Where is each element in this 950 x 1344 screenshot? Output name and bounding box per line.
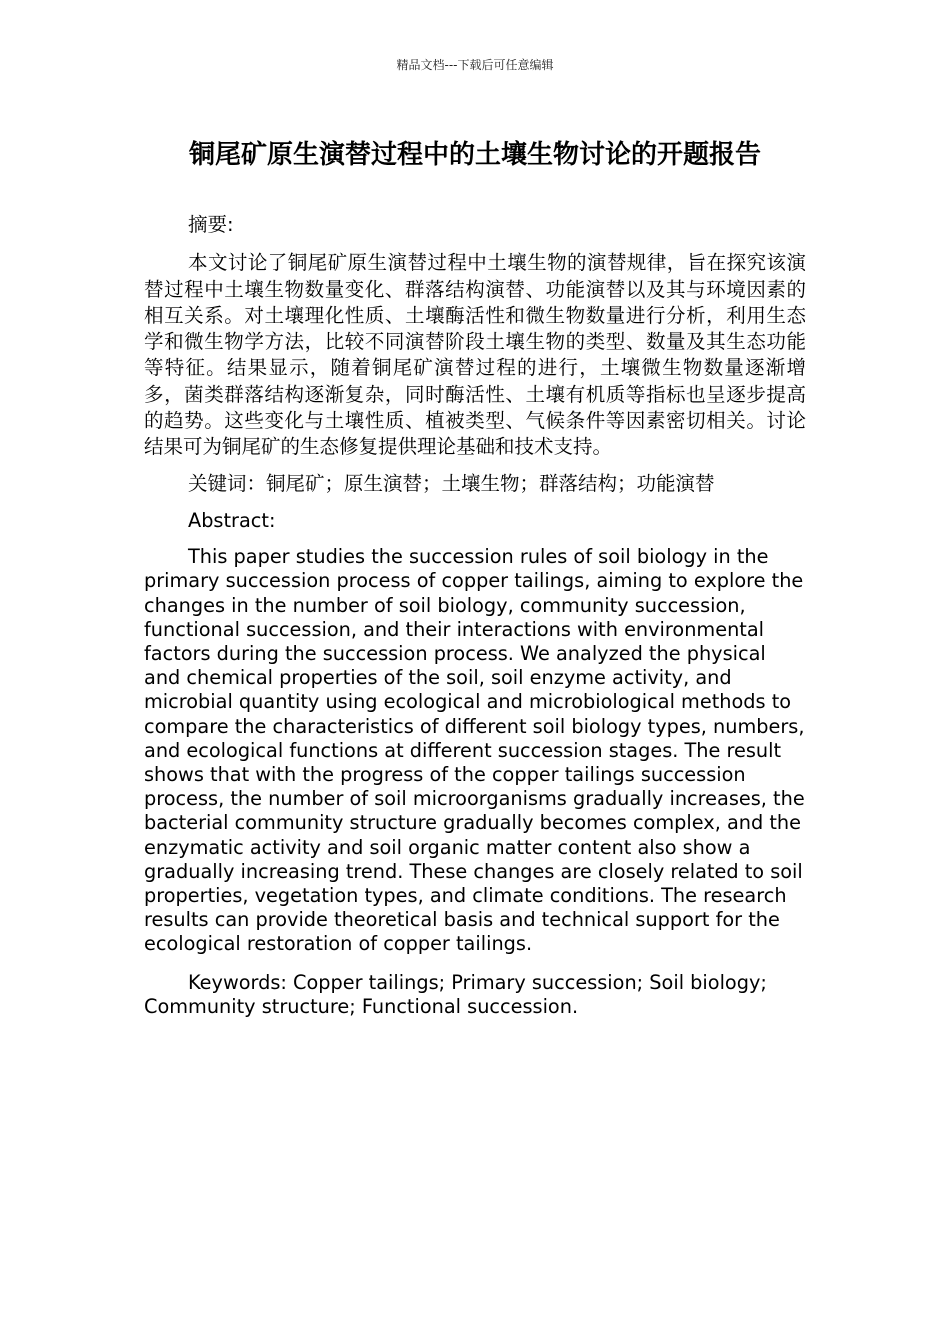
abstract-zh-label: 摘要: <box>188 213 234 236</box>
abstract-en-text: This paper studies the succession rules of soil biology in the primary succession process of copper tailings, aiming to explore the changes in the number of soil biology, community succession, functional succession, and their interactions with environmental factors during the succession process. We analyzed the physical and chemical properties of the soil, soil enzyme activity, and microbial quantity using ecological and microbiological methods to compare the characteristics of different soil biology types, numbers, and ecological functions at different succession stages. The result shows that with the progress of the copper tailings succession process, the number of soil microorganisms gradually increases, the bacterial community structure gradually becomes complex, and the enzymatic activity and soil organic matter content also show a gradually increasing trend. These changes are closely related to soil properties, vegetation types, and climate conditions. The research results can provide theoretical basis and technical support for the ecological restoration of copper tailings. <box>144 545 805 956</box>
document-title: 铜尾矿原生演替过程中的土壤生物讨论的开题报告 <box>188 140 761 170</box>
abstract-zh-text: 本文讨论了铜尾矿原生演替过程中土壤生物的演替规律，旨在探究该演替过程中土壤生物数量变化、群落结构演替、功能演替以及其与环境因素的相互关系。对土壤理化性质、土壤酶活性和微生物数量进行分析，利用生态学和微生物学方法，比较不同演替阶段土壤生物的类型、数量及其生态功能等特征。结果显示，随着铜尾矿演替过程的进行，土壤微生物数量逐渐增多，菌类群落结构逐渐复杂，同时酶活性、土壤有机质等指标也呈逐步提高的趋势。这些变化与土壤性质、植被类型、气候条件等因素密切相关。讨论结果可为铜尾矿的生态修复提供理论基础和技术支持。 <box>144 251 806 459</box>
abstract-en-label: Abstract: <box>188 508 276 532</box>
keywords-zh: 关键词：铜尾矿；原生演替；土壤生物；群落结构；功能演替 <box>188 471 715 495</box>
keywords-en: Keywords: Copper tailings; Primary succession; Soil biology; Community structure; Functional succession. <box>144 970 767 1018</box>
page-header-note: 精品文档---下载后可任意编辑 <box>396 58 554 72</box>
document-body <box>144 212 806 1029</box>
